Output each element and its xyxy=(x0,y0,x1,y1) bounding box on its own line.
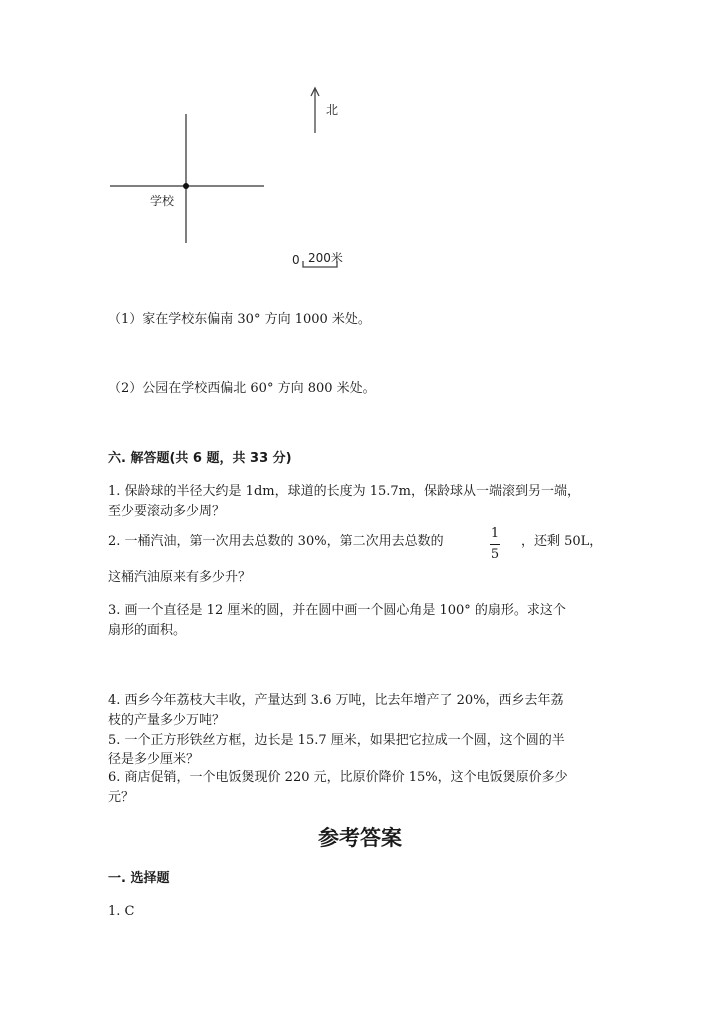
problem-2-line-2: 这桶汽油原来有多少升？ xyxy=(108,570,252,585)
fraction-numerator: 1 xyxy=(490,526,500,541)
scale-distance-label: 200米 xyxy=(308,251,343,265)
diagram-graphic xyxy=(0,0,720,280)
problem-4-line-2: 枝的产量多少万吨？ xyxy=(108,713,226,728)
school-point xyxy=(183,183,189,189)
problem-4-line-1: 4. 西乡今年荔枝大丰收，产量达到 3.6 万吨，比去年增产了 20%，西乡去年荔 xyxy=(108,693,564,708)
section-1-heading: 一. 选择题 xyxy=(108,871,170,886)
problem-1-line-2: 至少要滚动多少周？ xyxy=(108,504,226,519)
school-label: 学校 xyxy=(150,194,175,208)
problem-6-line-2: 元？ xyxy=(108,790,135,805)
fraction-one-fifth xyxy=(487,526,503,563)
problem-2-line-1a: 2. 一桶汽油，第一次用去总数的 30%，第二次用去总数的 xyxy=(108,534,444,549)
fraction-denominator: 5 xyxy=(490,547,500,562)
problem-5-line-2: 径是多少厘米？ xyxy=(108,752,200,767)
item-2-text: （2）公园在学校西偏北 60° 方向 800 米处。 xyxy=(108,381,376,396)
direction-diagram xyxy=(0,0,720,280)
answer-1: 1. C xyxy=(108,904,135,919)
north-label: 北 xyxy=(326,103,339,117)
section-6-heading: 六. 解答题(共 6 题，共 33 分) xyxy=(108,451,292,466)
problem-3-line-1: 3. 画一个直径是 12 厘米的圆，并在圆中画一个圆心角是 100° 的扇形。求这个 xyxy=(108,603,566,618)
problem-5-line-1: 5. 一个正方形铁丝方框，边长是 15.7 厘米，如果把它拉成一个圆，这个圆的半 xyxy=(108,733,565,748)
answer-key-title: 参考答案 xyxy=(318,826,402,850)
fraction-bar xyxy=(490,544,500,545)
problem-2-line-1b: ，还剩 50L， xyxy=(521,534,603,549)
problem-3-line-2: 扇形的面积。 xyxy=(108,623,187,638)
scale-zero-label: 0 xyxy=(292,253,300,267)
problem-1-line-1: 1. 保龄球的半径大约是 1dm，球道的长度为 15.7m，保龄球从一端滚到另一端， xyxy=(108,484,580,499)
problem-6-line-1: 6. 商店促销，一个电饭煲现价 220 元，比原价降价 15%，这个电饭煲原价多少 xyxy=(108,770,568,785)
item-1-text: （1）家在学校东偏南 30° 方向 1000 米处。 xyxy=(108,312,371,327)
